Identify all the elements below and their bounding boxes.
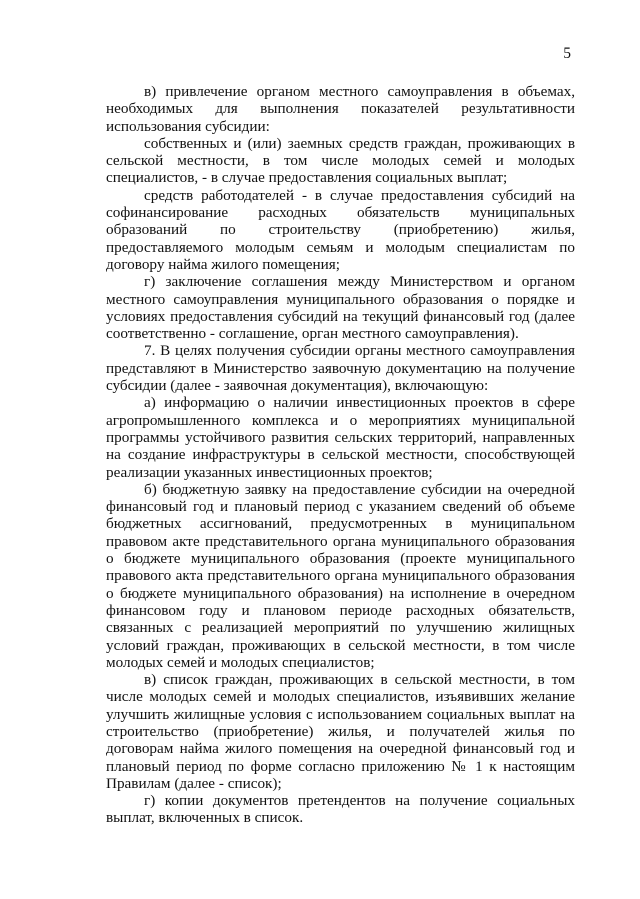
paragraph-g-agreement: г) заключение соглашения между Министерством и органом местного самоуправления муниципального образования о порядке и условиях предоставления субсидий на текущий финансовый год (далее соответственно - соглашение, орган местного самоуправления). bbox=[106, 273, 575, 343]
paragraph-b-budget-request: б) бюджетную заявку на предоставление субсидии на очередной финансовый год и плановый период с указанием сведений об объеме бюджетных ассигнований, предусмотренных в муниципальном правовом акте представительного органа муниципального образования о бюджете муниципального образования (проекте муниципального правового акта представительного органа муниципального образования о бюджете муниципального образования) на исполнение в очередном финансовом году и плановом периоде расходных обязательств, связанных с реализацией мероприятий по улучшению жилищных условий граждан, проживающих в сельской местности, в том числе молодых семей и молодых специалистов; bbox=[106, 480, 575, 671]
page-number: 5 bbox=[563, 45, 571, 62]
paragraph-a-investment-info: а) информацию о наличии инвестиционных проектов в сфере агропромышленного комплекса и о мероприятиях муниципальной программы устойчивого развития сельских территорий, направленных на создание инфраструктуры в сельской местности, способствующей реализации указанных инвестиционных проектов; bbox=[106, 394, 575, 481]
paragraph-v-citizen-list: в) список граждан, проживающих в сельской местности, в том числе молодых семей и молодых специалистов, изъявивших желание улучшить жилищные условия с использованием социальных выплат на строительство (приобретение) жилья, и получателей жилья по договорам найма жилого помещения на очередной финансовый год и плановый период по форме согласно приложению № 1 к настоящим Правилам (далее - список); bbox=[106, 671, 575, 792]
paragraph-employer-funds: средств работодателей - в случае предоставления субсидий на софинансирование расходных обязательств муниципальных образований по строительству (приобретению) жилья, предоставляемого молодым семьям и молодым специалистам по договору найма жилого помещения; bbox=[106, 186, 575, 273]
paragraph-7-application: 7. В целях получения субсидии органы местного самоуправления представляют в Министерство заявочную документацию на получение субсидии (далее - заявочная документация), включающую: bbox=[106, 342, 575, 395]
paragraph-v-involvement: в) привлечение органом местного самоуправления в объемах, необходимых для выполнения показателей результативности использования субсидии: bbox=[106, 83, 575, 135]
paragraph-g-document-copies: г) копии документов претендентов на получение социальных выплат, включенных в список. bbox=[106, 792, 575, 827]
document-body bbox=[106, 83, 575, 827]
paragraph-citizen-funds: собственных и (или) заемных средств граждан, проживающих в сельской местности, в том числе молодых семей и молодых специалистов, - в случае предоставления социальных выплат; bbox=[106, 134, 575, 187]
